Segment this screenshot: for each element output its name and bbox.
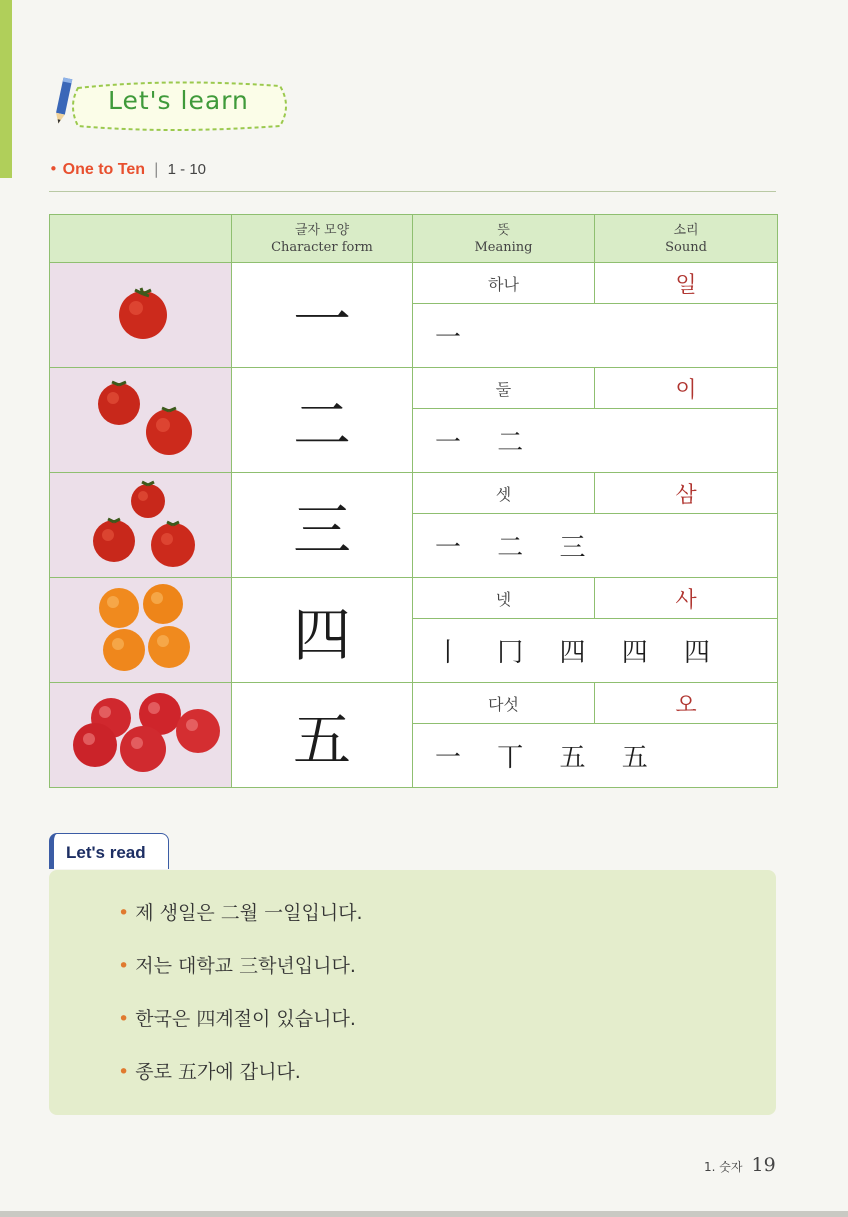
sentence-text: 종로 五가에 갑니다. — [135, 1061, 301, 1083]
table-row — [50, 368, 778, 409]
stroke-order: 丨 冂 四 四 四 — [413, 619, 778, 683]
tomatoes-icon — [51, 368, 231, 468]
table-header-row — [50, 215, 778, 263]
character-form: 四 — [232, 578, 413, 683]
section-title: One to Ten — [62, 161, 146, 178]
sentence-text: 저는 대학교 三학년입니다. — [135, 955, 356, 977]
page-edge — [0, 1211, 848, 1217]
tomato-icon — [51, 263, 231, 363]
header-meaning: 뜻 Meaning — [413, 215, 595, 263]
sound: 삼 — [595, 473, 778, 514]
picture-five-apples — [50, 683, 232, 788]
picture-one-tomato — [50, 263, 232, 368]
list-item — [118, 1004, 363, 1057]
lets-read-tab — [49, 833, 169, 869]
sentence-text: 제 생일은 二월 一일입니다. — [135, 902, 363, 924]
stroke-order: 一 二 三 — [413, 514, 778, 578]
bullet-icon: • — [118, 955, 130, 977]
lets-read-label: Let's read — [66, 843, 146, 862]
binding-strip — [0, 0, 12, 178]
character-form: 一 — [232, 263, 413, 368]
section-divider — [49, 191, 776, 192]
oranges-icon — [51, 578, 231, 678]
stroke-order: 一 — [413, 304, 778, 368]
tomatoes-icon — [51, 473, 231, 573]
table-row — [50, 473, 778, 514]
header-picture — [50, 215, 232, 263]
sentence-text: 한국은 四계절이 있습니다. — [135, 1008, 356, 1030]
table-row — [50, 578, 778, 619]
table-row — [50, 263, 778, 304]
list-item — [118, 898, 363, 951]
sound: 사 — [595, 578, 778, 619]
meaning: 다섯 — [413, 683, 595, 724]
section-range: 1 - 10 — [167, 161, 206, 178]
bullet-icon: • — [118, 902, 130, 924]
sound: 오 — [595, 683, 778, 724]
character-form: 二 — [232, 368, 413, 473]
picture-two-tomatoes — [50, 368, 232, 473]
header-sound: 소리 Sound — [595, 215, 778, 263]
meaning: 하나 — [413, 263, 595, 304]
picture-three-tomatoes — [50, 473, 232, 578]
stroke-order: 一 二 — [413, 409, 778, 473]
sound: 일 — [595, 263, 778, 304]
section-heading — [49, 160, 206, 179]
chapter-label: 1. 숫자 — [704, 1160, 743, 1174]
stroke-order: 一 丅 五 五 — [413, 724, 778, 788]
meaning: 셋 — [413, 473, 595, 514]
page-footer — [704, 1154, 776, 1176]
bullet-icon: • — [49, 160, 58, 178]
character-form: 五 — [232, 683, 413, 788]
sound: 이 — [595, 368, 778, 409]
apples-icon — [51, 683, 231, 783]
list-item — [118, 1057, 363, 1110]
bullet-icon: • — [118, 1008, 130, 1030]
page-number: 19 — [751, 1154, 776, 1176]
meaning: 넷 — [413, 578, 595, 619]
character-form: 三 — [232, 473, 413, 578]
reading-sentences — [118, 898, 363, 1110]
meaning: 둘 — [413, 368, 595, 409]
section-separator: | — [153, 160, 159, 178]
character-table — [49, 214, 778, 788]
picture-four-oranges — [50, 578, 232, 683]
table-row — [50, 683, 778, 724]
list-item — [118, 951, 363, 1004]
bullet-icon: • — [118, 1061, 130, 1083]
header-character-form: 글자 모양 Character form — [232, 215, 413, 263]
page-title: Let's learn — [108, 86, 249, 115]
